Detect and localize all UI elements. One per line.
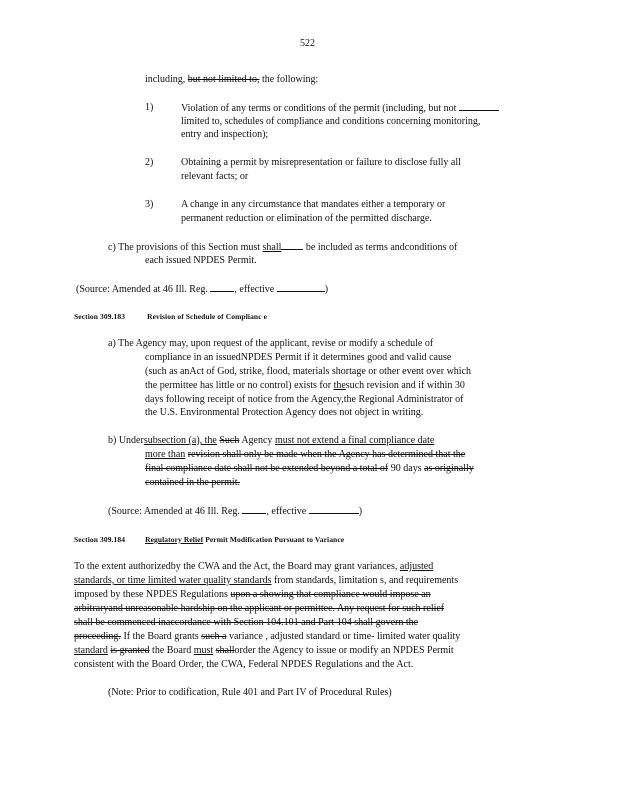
body-line: proceeding. If the Board grants such a variance , adjusted standard or time- limited water quality (74, 631, 461, 642)
blank-line (210, 283, 234, 292)
section-heading: Section 309.184 Regulatory Relief Permit Modification Pursuant to Variance (74, 535, 345, 544)
body-line: standards, or time limited water quality standards from standards, limitation s, and requirements (74, 575, 459, 586)
body-line: shall be commenced inaccordance with Section 104.101 and Part 104 shall govern the (74, 617, 419, 628)
paragraph-b-line: contained in the permit. (145, 477, 240, 488)
paragraph-b-line: more than revision shall only be made when the Agency has determined that the (145, 449, 466, 460)
section-heading: Section 309.183 Revision of Schedule of Complianc e (74, 312, 268, 321)
list-number: 1) (145, 102, 154, 113)
paragraph-a-line: days following receipt of notice from the Agency,the Regional Administrator of (145, 394, 464, 405)
struck-text: but not limited to, (187, 74, 260, 85)
blank-line (309, 505, 359, 514)
list-item-line: Violation of any terms or conditions of the permit (including, but not (181, 102, 499, 115)
blank-line (459, 102, 499, 111)
list-item-line: limited to, schedules of compliance and conditions concerning monitoring, (181, 116, 481, 127)
paragraph-a-line: compliance in an issuedNPDES Permit if it determines good and valid cause (145, 352, 452, 363)
paragraph-a-line: the permittee has little or no control) exists for thesuch revision and if within 30 (145, 380, 465, 391)
page-number: 522 (300, 38, 315, 49)
body-line: To the extent authorizedby the CWA and the Act, the Board may grant variances, adjusted (74, 561, 434, 572)
list-item-line: permanent reduction or elimination of the permitted discharge. (181, 213, 432, 224)
intro-line: including, but not limited to, the following: (145, 74, 319, 85)
underlined-text: shall (262, 242, 282, 253)
body-line: imposed by these NPDES Regulations upon a showing that compliance would impose an (74, 589, 431, 600)
list-number: 3) (145, 199, 154, 210)
body-line: standard is granted the Board must shallorder the Agency to issue or modify an NPDES Permit (74, 645, 454, 656)
paragraph-b: b) Undersubsection (a), the Such Agency must not extend a final compliance date (108, 435, 435, 446)
paragraph-c-line2: each issued NPDES Permit. (145, 255, 257, 266)
blank-line (277, 283, 325, 292)
list-item-line: relevant facts; or (181, 171, 249, 182)
body-line: consistent with the Board Order, the CWA, Federal NPDES Regulations and the Act. (74, 659, 414, 670)
body-line: arbitraryand unreasonable hardship on the applicant or permittee. Any request for such relief (74, 603, 445, 614)
paragraph-a-line: (such as anAct of God, strike, flood, materials shortage or other event over which (145, 366, 472, 377)
list-item-line: entry and inspection); (181, 129, 269, 140)
paragraph-b-line: final compliance date shall not be extended beyond a total of 90 days as originally (145, 463, 474, 474)
list-item-line: A change in any circumstance that mandates either a temporary or (181, 199, 446, 210)
note: (Note: Prior to codification, Rule 401 and Part IV of Procedural Rules) (108, 687, 392, 698)
list-item-line: Obtaining a permit by misrepresentation or failure to disclose fully all (181, 157, 461, 168)
source-note: (Source: Amended at 46 Ill. Reg. , effective ) (108, 506, 363, 517)
paragraph-a-line: the U.S. Environmental Protection Agency does not object in writing. (145, 407, 424, 418)
list-number: 2) (145, 157, 154, 168)
blank-line (242, 505, 266, 514)
paragraph-a: a) The Agency may, upon request of the applicant, revise or modify a schedule of (108, 338, 434, 349)
source-note: (Source: Amended at 46 Ill. Reg. , effective ) (76, 284, 329, 295)
paragraph-c: c) The provisions of this Section must shall be included as terms andconditions of (108, 242, 458, 253)
